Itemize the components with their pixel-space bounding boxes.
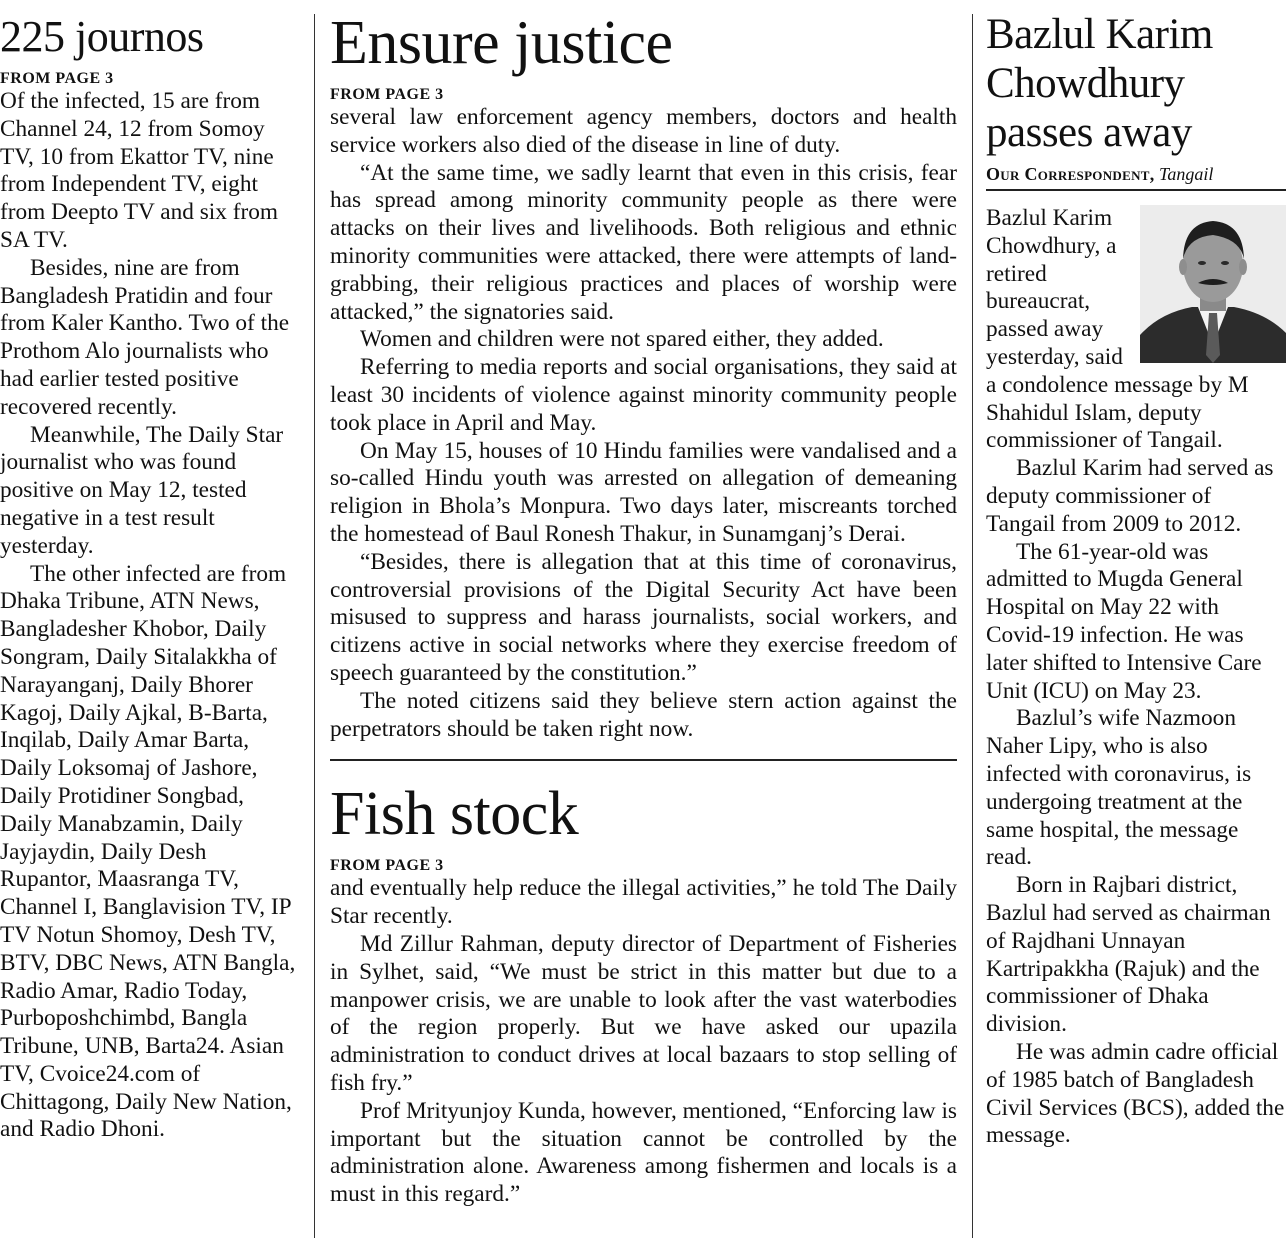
column-divider-right bbox=[972, 14, 973, 1238]
paragraph: Bazlul Karim had served as deputy commissioner of Tangail from 2009 to 2012. bbox=[986, 455, 1274, 537]
headline-fish-stock: Fish stock bbox=[330, 780, 579, 849]
kicker-from-page-3: FROM PAGE 3 bbox=[330, 86, 444, 103]
story-bazlul-karim bbox=[986, 0, 1286, 1150]
paragraph: The 61-year-old was admitted to Mugda General Hospital on May 22 with Covid-19 infection. He was later shifted to Intensive Care Unit (ICU) on May 23. bbox=[986, 538, 1262, 704]
story-body bbox=[330, 104, 957, 743]
paragraph: Bazlul’s wife Nazmoon Naher Lipy, who is also infected with coronavirus, is undergoing treatment at the same hospital, the message read. bbox=[986, 705, 1252, 871]
kicker-from-page-3: FROM PAGE 3 bbox=[0, 70, 114, 87]
paragraph: Referring to media reports and social organisations, they said at least 30 incidents of violence against minority community people took place in April and May. bbox=[330, 354, 957, 436]
middle-column bbox=[330, 0, 957, 1209]
paragraph: On May 15, houses of 10 Hindu families were vandalised and a so-called Hindu youth was arrested on allegation of demeaning religion in Bhola’s Monpura. Two days later, miscreants torched the homestead of Baul Ronesh Thakur, in Sunamganj’s Derai. bbox=[330, 437, 957, 547]
kicker-from-page-3: FROM PAGE 3 bbox=[330, 857, 444, 875]
story-225-journos bbox=[0, 0, 300, 1144]
story-body bbox=[986, 205, 1286, 1150]
paragraph: “Besides, there is allegation that at this time of coronavirus, controversial provisions of the Digital Security Act have been misused to suppress and harass journalists, social workers, and citizens active in social networks where they exercise freedom of speech guaranteed by the constitution.” bbox=[330, 548, 957, 686]
byline-place: Tangail bbox=[1159, 164, 1214, 184]
paragraph: He was admin cadre official of 1985 batch of Bangladesh Civil Services (BCS), added the message. bbox=[986, 1038, 1285, 1149]
paragraph: The other infected are from Dhaka Tribune, ATN News, Bangladesher Khobor, Daily Songram, Daily Sitalakkha of Narayanganj, Daily Bhorer Kagoj, Daily Ajkal, B-Barta, Inqilab, Daily Amar Barta, Daily Loksomaj of Jashore, Daily Protidiner Songbad, Daily Manabzamin, Daily Jayjaydin, Daily Desh Rupantor, Maasranga TV, Channel I, Banglavision TV, IP TV Notun Shomoy, Desh TV, BTV, DBC News, ATN Bangla, Radio Amar, Radio Today, Purboposhchimbd, Bangla Tribune, UNB, Barta24. Asian TV, Cvoice24.com of Chittagong, Daily New Nation, and Radio Dhoni. bbox=[0, 560, 296, 1143]
byline bbox=[986, 163, 1286, 191]
paragraph: Born in Rajbari district, Bazlul had served as chairman of Rajdhani Unnayan Kartripakkha (Rajuk) and the commissioner of Dhaka division. bbox=[986, 872, 1271, 1038]
paragraph: “At the same time, we sadly learnt that even in this crisis, fear has spread among minority community people as there were attacks on their lives and livelihoods. Both religious and ethnic minority communities were attacked, there were attempts of land-grabbing, their religious practices and places of worship were attacked,” the signatories said. bbox=[330, 159, 957, 325]
headline-ensure-justice: Ensure justice bbox=[330, 9, 673, 77]
paragraph: Meanwhile, The Daily Star journalist who was found positive on May 12, tested negative in a test result yesterday. bbox=[0, 421, 284, 559]
column-divider-left bbox=[314, 14, 315, 1238]
story-divider bbox=[330, 759, 957, 761]
headline-bazlul-karim: Bazlul Karim Chowdhury passes away bbox=[986, 11, 1213, 156]
story-body bbox=[0, 88, 300, 1144]
paragraph: The noted citizens said they believe stern action against the perpetrators should be taken right now. bbox=[330, 687, 957, 742]
portrait-photo bbox=[1140, 205, 1286, 363]
story-ensure-justice bbox=[330, 9, 957, 743]
paragraph: Of the infected, 15 are from Channel 24, 12 from Somoy TV, 10 from Ekattor TV, nine from Independent TV, eight from Deepto TV and six from SA TV. bbox=[0, 88, 279, 253]
story-body bbox=[330, 875, 957, 1209]
paragraph: Women and children were not spared either, they added. bbox=[360, 326, 884, 353]
paragraph: Bazlul Karim Chowdhury, a retired bureaucrat, passed away yesterday, said a condolence message by M Shahidul Islam, deputy commissioner of Tangail. bbox=[986, 205, 1249, 454]
byline-correspondent: Our Correspondent, bbox=[986, 164, 1155, 184]
paragraph: Besides, nine are from Bangladesh Pratidin and four from Kaler Kantho. Two of the Prothom Alo journalists who had earlier tested positive recovered recently. bbox=[0, 254, 290, 420]
headline-225-journos: 225 journos bbox=[0, 12, 204, 61]
paragraph: and eventually help reduce the illegal activities,” he told The Daily Star recently. bbox=[330, 875, 957, 930]
paragraph: Md Zillur Rahman, deputy director of Department of Fisheries in Sylhet, said, “We must be strict in this matter but due to a manpower crisis, we are unable to look after the vast waterbodies of the region properly. But we have asked our upazila administration to conduct drives at local bazaars to stop selling of fish fry.” bbox=[330, 930, 957, 1096]
paragraph: Prof Mrityunjoy Kunda, however, mentioned, “Enforcing law is important but the situation cannot be controlled by the administration alone. Awareness among fishermen and locals is a must in this regard.” bbox=[330, 1097, 957, 1208]
portrait-image bbox=[1140, 205, 1286, 363]
story-fish-stock bbox=[330, 780, 957, 1209]
paragraph: several law enforcement agency members, doctors and health service workers also died of the disease in line of duty. bbox=[330, 104, 957, 158]
